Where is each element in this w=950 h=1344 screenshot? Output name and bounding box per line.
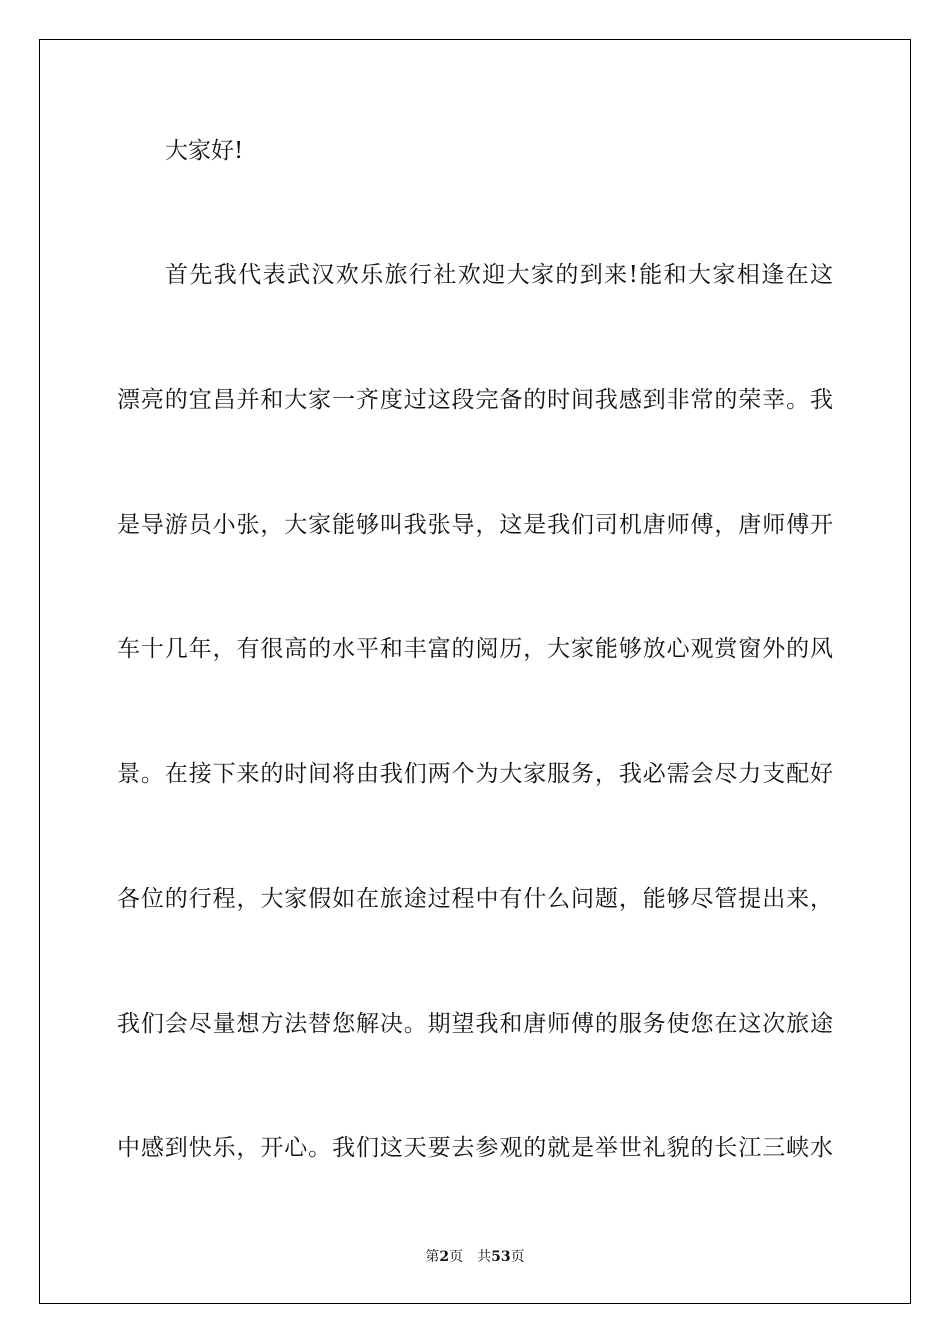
paragraph-line-1: 首先我代表武汉欢乐旅行社欢迎大家的到来!能和大家相逢在这 [165,262,833,288]
page-suffix: 页 [449,1249,464,1265]
total-pages: 53 [491,1249,511,1265]
paragraph-line-8: 中感到快乐，开心。我们这天要去参观的就是举世礼貌的长江三峡水 [117,1135,833,1161]
paragraph-line-3: 是导游员小张，大家能够叫我张导，这是我们司机唐师傅，唐师傅开 [117,512,833,538]
page-number: 2 [439,1249,450,1265]
page-footer [0,1248,950,1266]
greeting-text: 大家好! [165,138,244,164]
paragraph-line-5: 景。在接下来的时间将由我们两个为大家服务，我必需会尽力支配好 [117,761,833,787]
page-prefix: 第 [425,1249,440,1265]
total-prefix: 共 [477,1249,492,1265]
paragraph-line-2: 漂亮的宜昌并和大家一齐度过这段完备的时间我感到非常的荣幸。我 [117,387,833,413]
paragraph-line-6: 各位的行程，大家假如在旅途过程中有什么问题，能够尽管提出来， [117,886,833,912]
page-frame [39,39,911,1304]
total-suffix: 页 [510,1249,525,1265]
paragraph-line-4: 车十几年，有很高的水平和丰富的阅历，大家能够放心观赏窗外的风 [117,636,833,662]
paragraph-line-7: 我们会尽量想方法替您解决。期望我和唐师傅的服务使您在这次旅途 [117,1011,833,1037]
